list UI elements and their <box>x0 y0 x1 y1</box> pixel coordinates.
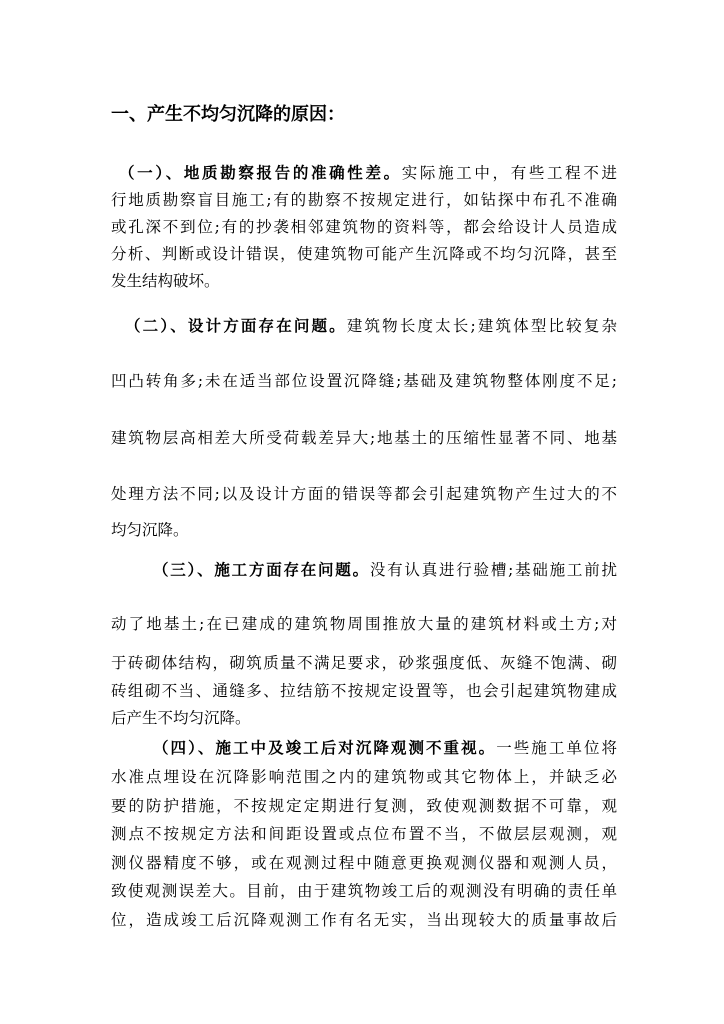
section-1-line-4: 分析、判断或设计错误，使建筑物可能产生沉降或不均匀沉降，甚至 <box>111 245 617 263</box>
section-1-line-2: 行地质勘察盲目施工;有的勘察不按规定进行，如钻探中布孔不准确 <box>111 191 617 209</box>
section-2-line-1 <box>111 315 617 337</box>
section-2-line-4: 处理方法不同;以及设计方面的错误等都会引起建筑物产生过大的不 <box>111 485 617 503</box>
section-4-line-5: 测仪器精度不够，或在观测过程中随意更换观测仪器和观测人员， <box>111 854 617 872</box>
section-4-line-1-text: 一些施工单位将 <box>496 739 617 757</box>
section-3-line-1-text: 没有认真进行验槽;基础施工前扰 <box>369 561 617 579</box>
section-3-line-1 <box>111 559 617 581</box>
section-heading: 一、产生不均匀沉降的原因： <box>111 104 345 125</box>
section-2-line-5: 均匀沉降。 <box>111 521 189 539</box>
section-2-line-3: 建筑物层高相差大所受荷载差异大;地基土的压缩性显著不同、地基 <box>111 429 617 447</box>
section-4-line-4: 测点不按规定方法和间距设置或点位布置不当，不做层层观测，观 <box>111 825 617 843</box>
section-1-line-3: 或孔深不到位;有的抄袭相邻建筑物的资料等，都会给设计人员造成 <box>111 218 617 236</box>
section-4-line-7: 位，造成竣工后沉降观测工作有名无实，当出现较大的质量事故后 <box>111 911 617 929</box>
section-4-line-2: 水准点埋设在沉降影响范围之内的建筑物或其它物体上，并缺乏必 <box>111 768 617 786</box>
section-4-line-1 <box>111 737 617 759</box>
section-1-line-1 <box>111 162 617 184</box>
section-3-line-3: 于砖砌体结构，砌筑质量不满足要求，砂浆强度低、灰缝不饱满、砌 <box>111 654 617 672</box>
section-2-line-2: 凹凸转角多;未在适当部位设置沉降缝;基础及建筑物整体刚度不足; <box>111 372 617 390</box>
section-2-line-1-text: 建筑物长度太长;建筑体型比较复杂 <box>346 317 617 335</box>
section-1-line-5: 发生结构破坏。 <box>111 272 220 290</box>
section-3-line-2: 动了地基土;在已建成的建筑物周围推放大量的建筑材料或土方;对 <box>111 615 617 633</box>
section-2-title: （二）、设计方面存在问题。 <box>125 316 347 335</box>
section-4-line-6: 致使观测误差大。目前，由于建筑物竣工后的观测没有明确的责任单 <box>111 882 617 900</box>
section-4-title: （四）、施工中及竣工后对沉降观测不重视。 <box>153 738 497 757</box>
section-3-line-5: 后产生不均匀沉降。 <box>111 709 251 727</box>
section-4-line-3: 要的防护措施，不按规定定期进行复测，致使观测数据不可靠，观 <box>111 797 617 815</box>
section-3-title: （三）、施工方面存在问题。 <box>153 560 370 579</box>
section-1-line-1-text: 实际施工中，有些工程不进 <box>401 164 617 182</box>
section-1-title: （一）、地质勘察报告的准确性差。 <box>119 163 402 182</box>
section-3-line-4: 砖组砌不当、通缝多、拉结筋不按规定设置等，也会引起建筑物建成 <box>111 682 617 700</box>
